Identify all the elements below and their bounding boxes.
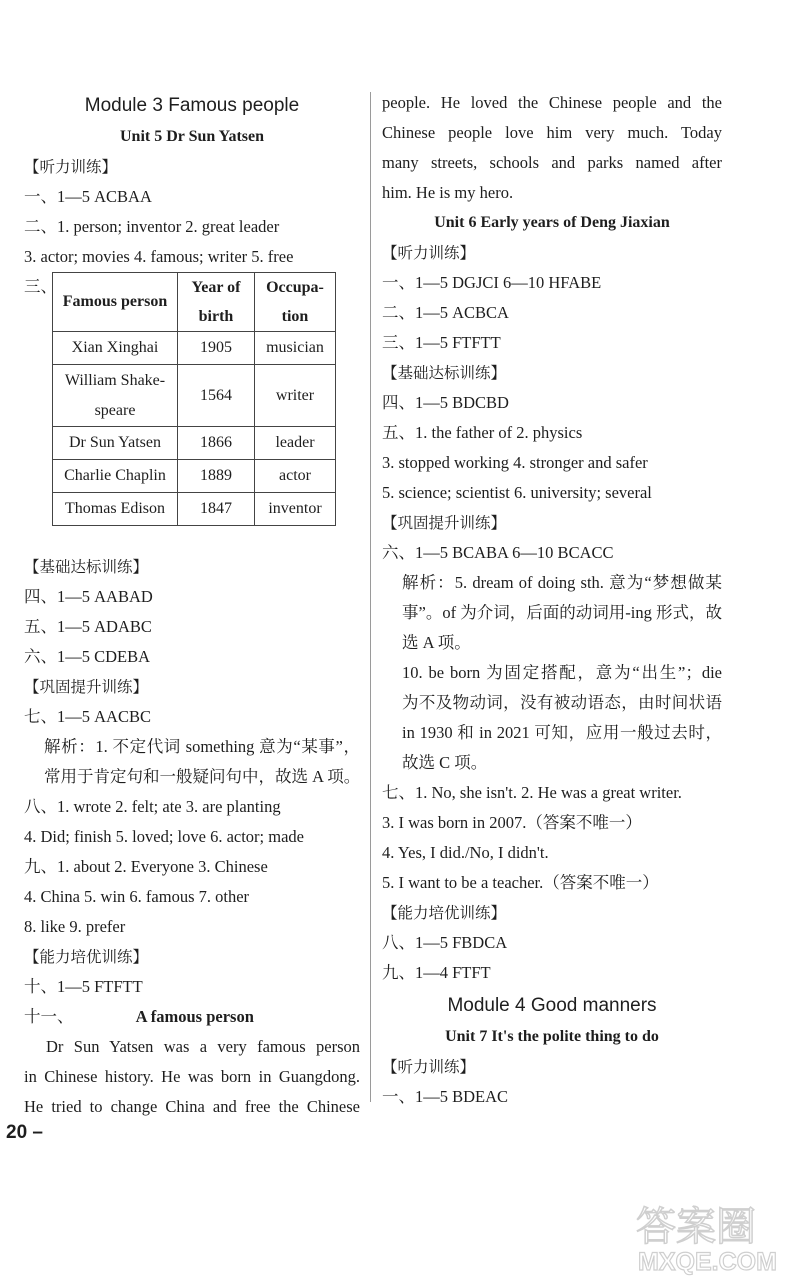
section-advanced: 【能力培优训练】	[382, 904, 507, 922]
answer-line: 三、1—5 FTFTT	[382, 333, 501, 352]
module-3-title: Module 3 Famous people	[84, 95, 300, 116]
answer-line: 3. stopped working 4. stronger and safer	[382, 453, 648, 472]
table-label: 三、	[24, 277, 57, 296]
answer-line: 8. like 9. prefer	[24, 917, 126, 936]
table-cell: 1564	[178, 365, 255, 427]
page-number: 20 –	[6, 1122, 43, 1143]
essay-line: people. He loved the Chinese people and the	[382, 93, 722, 112]
essay-line: many streets, schools and parks named after	[382, 153, 722, 172]
answer-line: 4. Yes, I did./No, I didn't.	[382, 843, 549, 862]
essay-line: in Chinese history. He was born in Guangdong.	[24, 1067, 360, 1086]
section-basic: 【基础达标训练】	[24, 558, 149, 576]
essay-heading-line	[24, 1002, 360, 1032]
answer-line: 九、1. about 2. Everyone 3. Chinese	[24, 857, 268, 876]
answer-line: 六、1—5 CDEBA	[24, 647, 151, 666]
left-column	[24, 88, 360, 1122]
section-consolidate: 【巩固提升训练】	[382, 514, 507, 532]
essay-line: him. He is my hero.	[382, 183, 514, 202]
answer-line: 3. actor; movies 4. famous; writer 5. free	[24, 247, 294, 266]
unit-5-title: Unit 5 Dr Sun Yatsen	[119, 128, 265, 145]
answer-line: 一、1—5 ACBAA	[24, 187, 152, 206]
analysis-line: 解析：1. 不定代词 something 意为“某事”，	[44, 737, 360, 756]
unit-7-title: Unit 7 It's the polite thing to do	[445, 1028, 659, 1045]
analysis-line: 解析：5. dream of doing sth. 意为“梦想做某	[402, 573, 722, 592]
answer-line: 七、1. No, she isn't. 2. He was a great writer.	[382, 783, 682, 802]
answer-line: 四、1—5 BDCBD	[382, 393, 509, 412]
answer-line: 九、1—4 FTFT	[382, 963, 491, 982]
essay-line: Dr Sun Yatsen was a very famous person	[46, 1037, 360, 1056]
answer-line: 一、1—5 DGJCI 6—10 HFABE	[382, 273, 602, 292]
header-cell: Famous person	[53, 273, 178, 332]
section-consolidate: 【巩固提升训练】	[24, 678, 149, 696]
unit-6-title: Unit 6 Early years of Deng Jiaxian	[434, 214, 670, 231]
section-listening: 【听力训练】	[24, 158, 118, 176]
analysis-line: 事”。of 为介词，后面的动词用-ing 形式，故	[402, 603, 722, 622]
table-cell: actor	[255, 460, 336, 493]
essay-title: A famous person	[135, 1007, 254, 1026]
analysis-line: 故选 C 项。	[402, 753, 488, 772]
table-cell: Xian Xinghai	[53, 332, 178, 365]
table-cell: leader	[255, 427, 336, 460]
header-cell: Occupa-tion	[255, 273, 336, 332]
header-cell: Year of birth	[178, 273, 255, 332]
table-cell: musician	[255, 332, 336, 365]
table-cell: Charlie Chaplin	[53, 460, 178, 493]
table-cell: 1866	[178, 427, 255, 460]
table-cell: inventor	[255, 493, 336, 526]
answer-line: 5. I want to be a teacher.（答案不唯一）	[382, 873, 659, 892]
section-listening: 【听力训练】	[382, 1058, 476, 1076]
section-advanced: 【能力培优训练】	[24, 948, 149, 966]
table-cell: writer	[255, 365, 336, 427]
table-row	[53, 427, 336, 460]
answer-line: 5. science; scientist 6. university; several	[382, 483, 652, 502]
table-row	[53, 365, 336, 427]
table-cell: 1905	[178, 332, 255, 365]
famous-people-table	[52, 272, 336, 526]
analysis-line: 10. be born 为固定搭配，意为“出生”；die	[402, 663, 722, 682]
table-cell: Dr Sun Yatsen	[53, 427, 178, 460]
analysis-line: in 1930 和 in 2021 可知，应用一般过去时，	[402, 723, 722, 742]
watermark-line2: MXQE.COM	[638, 1248, 777, 1276]
table-row	[53, 493, 336, 526]
table-cell: Thomas Edison	[53, 493, 178, 526]
table-row	[53, 460, 336, 493]
answer-line: 一、1—5 BDEAC	[382, 1087, 509, 1106]
answer-line: 六、1—5 BCABA 6—10 BCACC	[382, 543, 614, 562]
table-header-row	[53, 273, 336, 332]
module-4-title: Module 4 Good manners	[447, 995, 657, 1016]
watermark-logo	[628, 1196, 808, 1276]
answer-line: 七、1—5 AACBC	[24, 707, 151, 726]
answer-line: 八、1—5 FBDCA	[382, 933, 508, 952]
column-divider	[370, 92, 371, 1102]
answer-line: 四、1—5 AABAD	[24, 587, 153, 606]
answer-line: 二、1. person; inventor 2. great leader	[24, 217, 280, 236]
analysis-line: 常用于肯定句和一般疑问句中，故选 A 项。	[44, 767, 361, 786]
answer-line: 二、1—5 ACBCA	[382, 303, 509, 322]
essay-line: Chinese people love him very much. Today	[382, 123, 722, 142]
watermark-line1: 答案圈	[636, 1204, 756, 1250]
table-cell: 1847	[178, 493, 255, 526]
section-listening: 【听力训练】	[382, 244, 476, 262]
analysis-line: 选 A 项。	[402, 633, 471, 652]
answer-line: 五、1—5 ADABC	[24, 617, 152, 636]
answer-line: 十、1—5 FTFTT	[24, 977, 143, 996]
analysis-line: 为不及物动词，没有被动语态，由时间状语	[402, 693, 722, 712]
section-basic: 【基础达标训练】	[382, 364, 507, 382]
answer-line: 3. I was born in 2007.（答案不唯一）	[382, 813, 642, 832]
answer-line: 4. Did; finish 5. loved; love 6. actor; made	[24, 827, 304, 846]
table-cell: William Shake-speare	[53, 365, 178, 427]
essay-number: 十一、	[24, 1007, 74, 1026]
table-cell: 1889	[178, 460, 255, 493]
answer-line: 八、1. wrote 2. felt; ate 3. are planting	[24, 797, 281, 816]
right-column	[382, 88, 722, 1112]
essay-line: He tried to change China and free the Chinese	[24, 1097, 360, 1116]
answer-line: 4. China 5. win 6. famous 7. other	[24, 887, 250, 906]
table-row	[53, 332, 336, 365]
answer-line: 五、1. the father of 2. physics	[382, 423, 583, 442]
